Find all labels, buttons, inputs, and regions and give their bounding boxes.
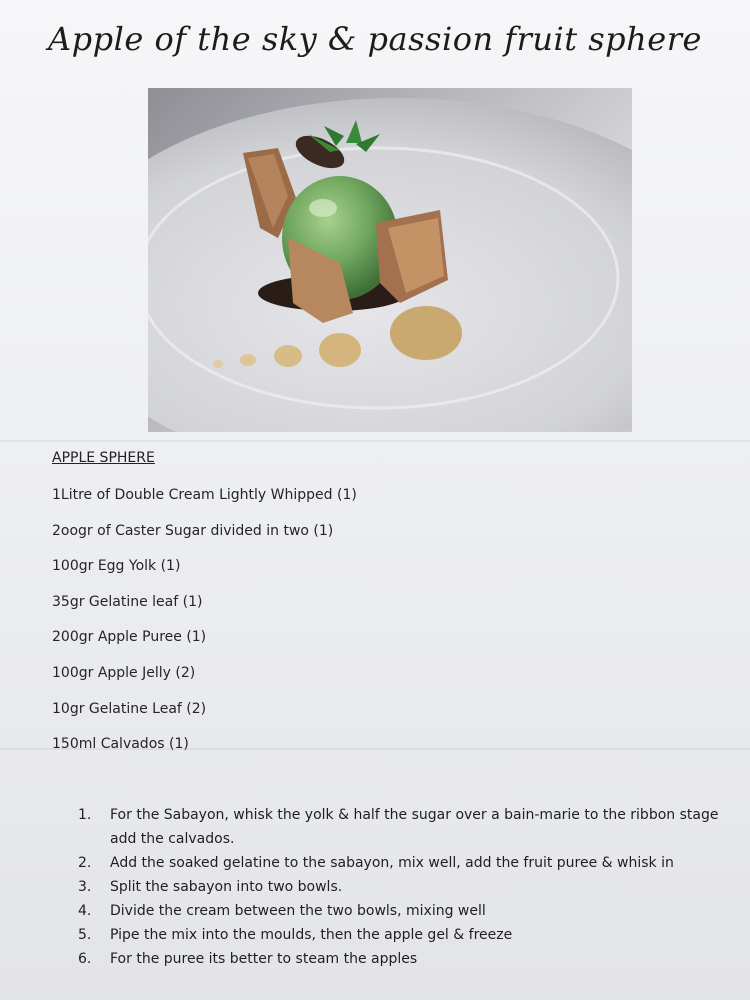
method-step bbox=[78, 923, 746, 947]
step-text: For the puree its better to steam the apples bbox=[110, 951, 418, 967]
step-text: Pipe the mix into the moulds, then the apple gel & freeze bbox=[110, 927, 513, 943]
step-number: 3. bbox=[78, 879, 92, 895]
method-step bbox=[78, 947, 746, 971]
ingredient-item: 150ml Calvados (1) bbox=[52, 736, 189, 753]
ingredient-item: 100gr Egg Yolk (1) bbox=[52, 558, 181, 575]
ingredient-item: 2oogr of Caster Sugar divided in two (1) bbox=[52, 522, 334, 539]
step-number: 1. bbox=[78, 807, 92, 823]
step-text: Divide the cream between the two bowls, mixing well bbox=[110, 903, 486, 919]
section-heading-apple-sphere: APPLE SPHERE bbox=[52, 450, 155, 466]
step-text: Add the soaked gelatine to the sabayon, mix well, add the fruit puree & whisk in bbox=[110, 855, 674, 871]
step-number: 4. bbox=[78, 903, 92, 919]
step-text: Split the sabayon into two bowls. bbox=[110, 879, 343, 895]
ingredient-item: 35gr Gelatine leaf (1) bbox=[52, 593, 203, 610]
step-text: For the Sabayon, whisk the yolk & half the sugar over a bain-marie to the ribbon stage add the calvados. bbox=[110, 807, 719, 847]
method-step bbox=[78, 875, 746, 899]
ingredient-item: 100gr Apple Jelly (2) bbox=[52, 664, 196, 681]
method-step bbox=[78, 899, 746, 923]
step-number: 2. bbox=[78, 855, 92, 871]
step-number: 5. bbox=[78, 927, 92, 943]
method-step bbox=[78, 851, 746, 875]
dessert-photo-icon bbox=[148, 88, 632, 432]
ingredients-list bbox=[52, 486, 357, 771]
method-steps bbox=[78, 803, 746, 971]
ingredient-item: 1Litre of Double Cream Lightly Whipped (1) bbox=[52, 487, 357, 503]
paper-fold bbox=[0, 440, 750, 442]
ingredient-item: 200gr Apple Puree (1) bbox=[52, 629, 207, 646]
method-step bbox=[78, 803, 746, 851]
ingredient-item: 10gr Gelatine Leaf (2) bbox=[52, 700, 207, 717]
step-number: 6. bbox=[78, 951, 92, 967]
recipe-title: Apple of the sky & passion fruit sphere bbox=[48, 20, 702, 58]
